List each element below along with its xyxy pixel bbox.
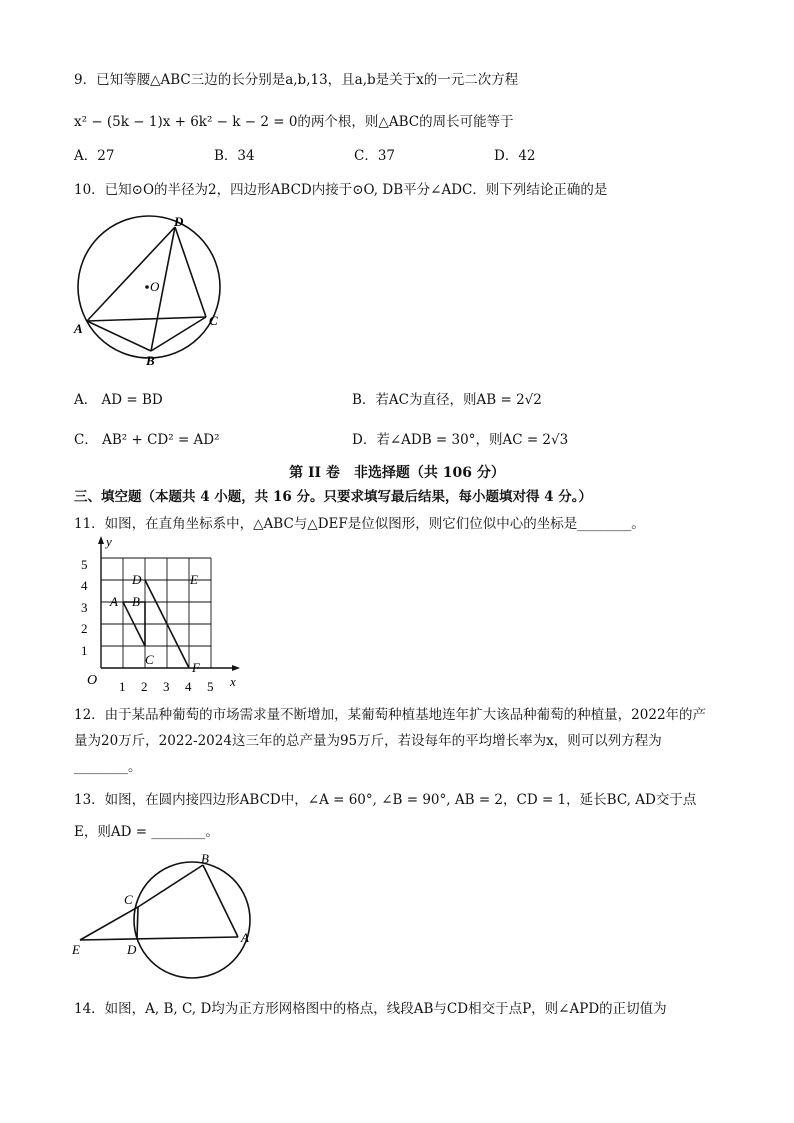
section-title: 第 II 卷 非选择题（共 106 分）: [289, 465, 505, 481]
q13-circle-figure: [70, 850, 260, 980]
q13-label-a: A: [241, 930, 249, 945]
q10-circle-figure: [70, 210, 240, 370]
q10-label-c: C: [209, 313, 218, 328]
q13-label-e: E: [72, 942, 80, 957]
q10-label-a: A: [74, 321, 83, 336]
q11-grid-figure: [76, 534, 246, 694]
q11-xtick-5: 5: [207, 679, 214, 694]
q11-stem: 11．如图，在直角坐标系中，△ABC与△DEF是位似图形，则它们位似中心的坐标是________。: [74, 516, 645, 532]
q13-line2: E，则AD = ________。: [74, 824, 219, 840]
q9-line2: x² − (5k − 1)x + 6k² − k − 2 = 0的两个根，则△ABC的周长可能等于: [74, 114, 514, 130]
q11-point-c: C: [145, 652, 154, 667]
q10-option-c: C． AB² + CD² = AD²: [74, 432, 220, 448]
q11-ytick-2: 2: [81, 621, 88, 636]
q11-y-label: y: [106, 534, 112, 549]
q10-label-o: O: [150, 279, 160, 294]
q10-option-d: D．若∠ADB = 30°，则AC = 2√3: [352, 432, 569, 448]
q10-label-d: D: [174, 214, 184, 229]
q11-point-e: E: [190, 572, 198, 587]
q11-point-d: D: [132, 572, 142, 587]
q11-xtick-2: 2: [141, 679, 148, 694]
q13-label-d: D: [127, 942, 137, 957]
q11-point-a: A: [110, 594, 118, 609]
q11-ytick-1: 1: [81, 643, 88, 658]
q11-x-label: x: [230, 674, 236, 689]
q13-line1: 13．如图，在圆内接四边形ABCD中，∠A = 60°, ∠B = 90°, AB = 2，CD = 1，延长BC, AD交于点: [74, 792, 697, 808]
q10-option-a: A． AD = BD: [74, 392, 163, 408]
q11-ytick-4: 4: [81, 578, 88, 593]
q12-line1: 12．由于某品种葡萄的市场需求量不断增加，某葡萄种植基地连年扩大该品种葡萄的种植量，2022年的产: [74, 707, 707, 723]
q11-origin-label: O: [87, 673, 98, 688]
q9-option-a: A．27: [74, 148, 115, 164]
q9-option-b: B．34: [214, 148, 255, 164]
q11-point-f: F: [192, 660, 200, 675]
q10-option-b: B．若AC为直径，则AB = 2√2: [352, 392, 542, 408]
q12-line3: ________。: [74, 759, 142, 775]
q9-line1: 9．已知等腰△ABC三边的长分别是a,b,13，且a,b是关于x的一元二次方程: [74, 72, 519, 88]
q11-xtick-1: 1: [119, 679, 126, 694]
q9-option-d: D．42: [494, 148, 536, 164]
q11-xtick-3: 3: [163, 679, 170, 694]
q11-ytick-5: 5: [81, 557, 88, 572]
q13-label-b: B: [201, 851, 209, 866]
part3-heading: 三、填空题（本题共 4 小题，共 16 分。只要求填写最后结果，每小题填对得 4 分。）: [74, 489, 593, 505]
q12-line2: 量为20万斤，2022-2024这三年的总产量为95万斤，若设每年的平均增长率为x，则可以列方程为: [74, 733, 662, 749]
q14-stem: 14．如图，A, B, C, D均为正方形网格图中的格点，线段AB与CD相交于点P，则∠APD的正切值为: [74, 1001, 667, 1017]
q10-label-b: B: [146, 353, 155, 368]
q9-option-c: C．37: [354, 148, 396, 164]
q11-xtick-4: 4: [185, 679, 192, 694]
q11-point-b: B: [132, 594, 140, 609]
q10-stem: 10．已知⊙O的半径为2，四边形ABCD内接于⊙O, DB平分∠ADC．则下列结论正确的是: [74, 182, 608, 198]
q11-ytick-3: 3: [81, 600, 88, 615]
q13-label-c: C: [124, 892, 133, 907]
